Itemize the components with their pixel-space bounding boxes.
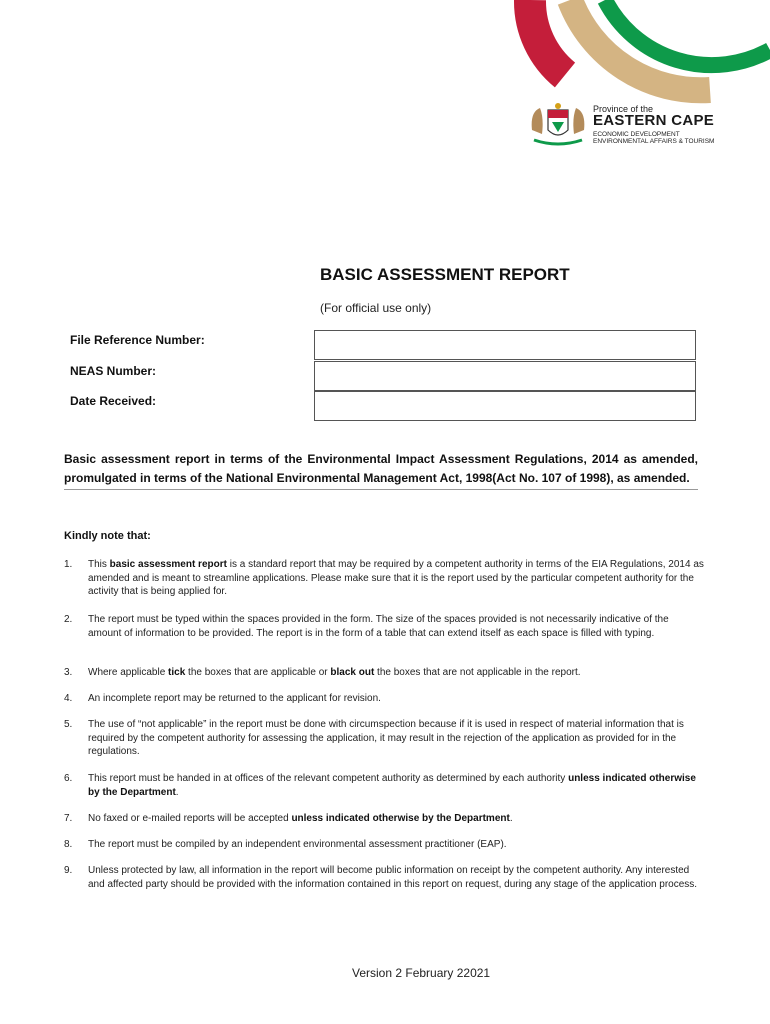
note-number: 5. xyxy=(64,719,73,730)
eastern-cape-logo xyxy=(526,100,726,150)
note-number: 3. xyxy=(64,667,73,678)
note-text: An incomplete report may be returned to the applicant for revision. xyxy=(88,693,381,704)
date-received-field[interactable] xyxy=(314,391,696,421)
note-text: the boxes that are not applicable in the report. xyxy=(374,667,581,678)
divider xyxy=(64,489,698,490)
note-emphasis: tick xyxy=(168,667,186,678)
note-text: is a standard report that may be required by a competent authority in terms of the EIA Regulations, 2014 as amended and is meant to streamline applications. Please make sure that it is the report used by the particular competent authority for the activity that is being applied for. xyxy=(88,559,704,597)
file-reference-field[interactable] xyxy=(314,330,696,360)
note-text: The report must be typed within the spaces provided in the form. The size of the spaces provided is not necessarily indicative of the amount of information to be provided. The report is in the form of a table that can extend itself as each space is filled with typing. xyxy=(88,614,669,639)
note-item-7 xyxy=(64,812,704,826)
note-item-3 xyxy=(64,666,704,680)
file-reference-label: File Reference Number: xyxy=(70,333,205,347)
note-text: This report must be handed in at offices of the relevant competent authority as determined by each authority xyxy=(88,773,569,784)
note-text: . xyxy=(509,813,513,824)
note-item-2 xyxy=(64,613,704,640)
official-use-note: (For official use only) xyxy=(320,301,432,315)
note-text: No faxed or e-mailed reports will be accepted xyxy=(88,813,292,824)
neas-number-label: NEAS Number: xyxy=(70,364,157,378)
date-received-label: Date Received: xyxy=(70,394,157,408)
note-number: 7. xyxy=(64,813,73,824)
note-number: 9. xyxy=(64,865,73,876)
note-item-4 xyxy=(64,692,704,706)
note-number: 2. xyxy=(64,614,73,625)
note-emphasis: black out xyxy=(330,667,375,678)
note-number: 6. xyxy=(64,773,73,784)
neas-number-field[interactable] xyxy=(314,361,696,391)
note-emphasis: unless indicated otherwise by the Department xyxy=(291,813,510,824)
note-item-9 xyxy=(64,864,704,891)
version-footer: Version 2 February 22021 xyxy=(352,966,491,980)
province-label: Province of the xyxy=(593,104,654,114)
department-line-2: ENVIRONMENTAL AFFAIRS & TOURISM xyxy=(593,138,715,145)
note-emphasis: unless indicated otherwise by the Department xyxy=(88,773,696,798)
note-emphasis: basic assessment report xyxy=(109,559,227,570)
note-number: 1. xyxy=(64,559,73,570)
intro-statement: Basic assessment report in terms of the Environmental Impact Assessment Regulations, 2014 as amended, promulgated in terms of the National Environmental Management Act, 1998(Act No. 107 of 1998), as amended. xyxy=(64,452,698,485)
note-text: The report must be compiled by an independent environmental assessment practitioner (EAP). xyxy=(88,839,507,850)
department-line-1: ECONOMIC DEVELOPMENT xyxy=(593,131,680,138)
note-item-1 xyxy=(64,558,704,599)
note-item-6 xyxy=(64,772,704,799)
note-text: Where applicable xyxy=(88,667,169,678)
note-text: . xyxy=(175,786,179,798)
note-text: Unless protected by law, all information in the report will become public information on receipt by the competent authority. Any interested and affected party should be provided with the information contained in this report on request, during any stage of the application process. xyxy=(88,865,698,890)
note-text: the boxes that are applicable or xyxy=(185,667,331,678)
note-number: 4. xyxy=(64,693,73,704)
note-item-8 xyxy=(64,838,704,852)
note-text: The use of “not applicable” in the report must be done with circumspection because if it is used in respect of material information that is required by the competent authority for assessing the application, it may result in the rejection of the application as provided for in the regulations. xyxy=(88,719,684,757)
province-name: EASTERN CAPE xyxy=(593,112,715,129)
notes-heading: Kindly note that: xyxy=(64,530,151,542)
note-text: This xyxy=(88,559,110,570)
coat-of-arms-icon xyxy=(526,100,590,150)
decorative-arcs xyxy=(470,0,770,110)
note-number: 8. xyxy=(64,839,73,850)
page-title: BASIC ASSESSMENT REPORT xyxy=(320,265,570,284)
note-item-5 xyxy=(64,718,704,759)
